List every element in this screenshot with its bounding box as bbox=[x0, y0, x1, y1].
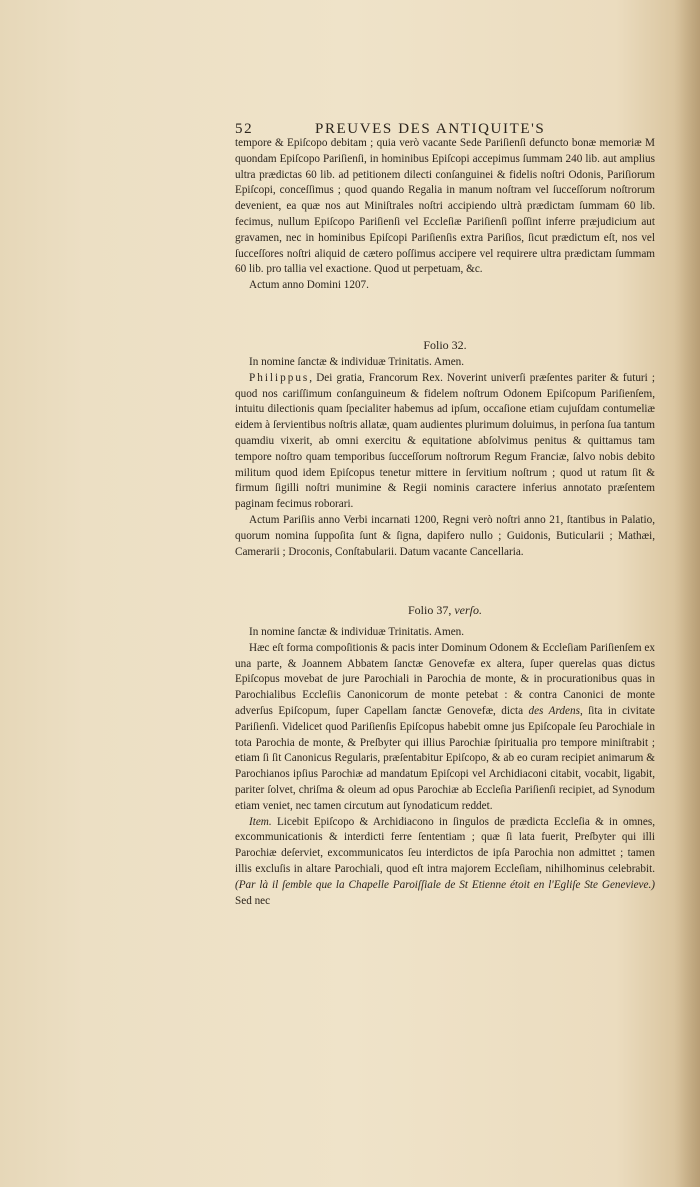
folio-heading-32: Folio 32. bbox=[423, 338, 467, 352]
section-3-invocation: In nomine ſanctæ & individuæ Trinitatis. Amen. bbox=[249, 626, 465, 638]
page-number: 52 bbox=[235, 121, 254, 137]
item-label: Item. bbox=[249, 815, 272, 828]
section-2-actum: Actum Pariſiis anno Verbi incarnati 1200, Regni verò noſtri anno 21, ſtantibus in Palatio, quorum nomina ſuppoſita ſunt & ſigna, dapifero nullo ; Guidonis, Buticularii ; Mathæi, Camerarii ; Droconis, Conſtabularii. Datum vacante Cancellaria. bbox=[235, 513, 655, 558]
running-title: PREUVES DES ANTIQUITE'S bbox=[315, 121, 546, 137]
section-3-paragraph-1 bbox=[235, 641, 655, 815]
section-2-invocation: In nomine ſanctæ & individuæ Trinitatis. Amen. bbox=[249, 356, 465, 368]
paragraph-1-part-a: Hæc eſt forma compoſitionis & pacis inter Dominum Odonem & Eccleſiam Pariſienſem ex una parte, & Joannem Abbatem ſanctæ Genovefæ ex altera, ſuper querelas quas dictus Epiſcopus movebat de jure Parochiali in Parochia de monte, & in procurationibus quas in Parochialibus Eccleſiis Canonicorum de monte petebat : & contra Canonici de monte adverſus Epiſcopum, ſuper Capellam ſanctæ Genovefæ, dicta bbox=[235, 641, 655, 717]
section-2-charter bbox=[235, 371, 655, 513]
page-edge-shadow bbox=[674, 0, 700, 1187]
section-3-text bbox=[235, 625, 655, 909]
section-2-paragraph: , Dei gratia, Francorum Rex. Noverint univerſi præſentes pariter & futuri ; quod nos cariſſimum conſanguineum & fidelem noſtrum Odonem Epiſcopum Pariſienſem, intuitu dilectionis quam ſpecialiter habemus ad ipſum, occaſione etiam cujuſdam contumeliæ eidem à ſervientibus noſtris allatæ, quam audientes plurimum doluimus, in perſona ſua tantum quamdiu vixerit, ab omni exercitu & equitatione abſolvimus penitus & quittamus tam tempore noſtro quam temporibus ſucceſſorum noſtrorum Regum Franciæ, ſalvo nobis debito militum quod idem Epiſcopus tenetur mittere in ſervitium noſtrum ; quod ut ratum ſit & firmum ſigilli noſtri munimine & Regii nominis caractere inferius annotato præſentem paginam fecimus roborari. bbox=[235, 371, 655, 511]
folio-verso: verſo. bbox=[454, 603, 482, 617]
section-3-paragraph-2 bbox=[235, 815, 655, 910]
folio-37-label: Folio 37, bbox=[408, 603, 455, 617]
section-1-actum: Actum anno Domini 1207. bbox=[249, 279, 369, 292]
paragraph-1-part-b: , ſita in civitate Pariſienſi. Videlicet quod Pariſienſis Epiſcopus habebit omne jus Epiſcopale ſeu Parochiale in tota Parochia de monte, & Preſbyter qui illius Parochiæ ſpiritualia pro tempore miniſtrabit ; etiam ſi ſit Canonicus Regularis, præſentabitur Epiſcopo, & ab eo curam recipiet animarum & Parochianos ipſius Parochiæ ad mandatum Epiſcopi vel Archidiaconi citabit, vocabit, ligabit, pariter ſolvet, chriſma & oleum ad opus Parochiæ ab Eccleſia Pariſienſi recipiet, ad Synodum etiam veniet, nec tamen circutum aut ſynodaticum reddet. bbox=[235, 704, 655, 812]
paragraph-1-italic: des Ardens bbox=[528, 704, 580, 717]
section-1-text bbox=[235, 136, 655, 294]
folio-heading-37-verso bbox=[235, 603, 655, 618]
paragraph-2-end: Sed nec bbox=[235, 894, 271, 907]
paragraph-2-part-a: Licebit Epiſcopo & Archidiacono in ſingulos de prædicta Eccleſia & in omnes, excommunicationis & interdicti ferre ſententiam ; quæ ſi lata fuerit, Preſbyter qui illi Parochiæ deſerviet, excommunicatos ſeu interdictos de ipſa Parochia non admittet ; tamen illis excluſis in altare Parochiali, quod eſt intra majorem Eccleſiam, nihilhominus celebrabit. bbox=[235, 815, 655, 875]
section-1-paragraph: tempore & Epiſcopo debitam ; quia verò vacante Sede Pariſienſi defuncto bonæ memoriæ M quondam Epiſcopo Pariſienſi, in hominibus Epiſcopi accepimus ſummam 240 lib. aut amplius ultra prædictas 60 lib. ad petitionem dilecti conſanguinei & fidelis noſtri Odonis, Pariſiorum Epiſcopi, conceſſimus ; quod quando Regalia in manum noſtram vel ſucceſſorum noſtrorum devenient, ea quæ nos aut Miniſtrales noſtri accipiendo ultrà prædictam ſummam 60 lib. fecimus, nullum Epiſcopo Pariſienſi vel Eccleſiæ Pariſienſi poſſint inferre præjudicium aut gravamen, nec in hominibus Epiſcopi Pariſienſis extra Pariſios, ſicut prædictum eſt, nos vel ſucceſſores noſtri aliquid de cætero poſſimus accipere vel requirere ultra prædictam ſummam 60 lib. pro tallia vel exactione. Quod ut perpetuam, &c. bbox=[235, 137, 655, 276]
section-2-text bbox=[235, 355, 655, 560]
paragraph-2-note: (Par là il ſemble que la Chapelle Paroiſſiale de St Etienne étoit en l'Egliſe Ste Genevieve.) bbox=[235, 878, 655, 891]
king-name: Philippus bbox=[249, 371, 310, 384]
